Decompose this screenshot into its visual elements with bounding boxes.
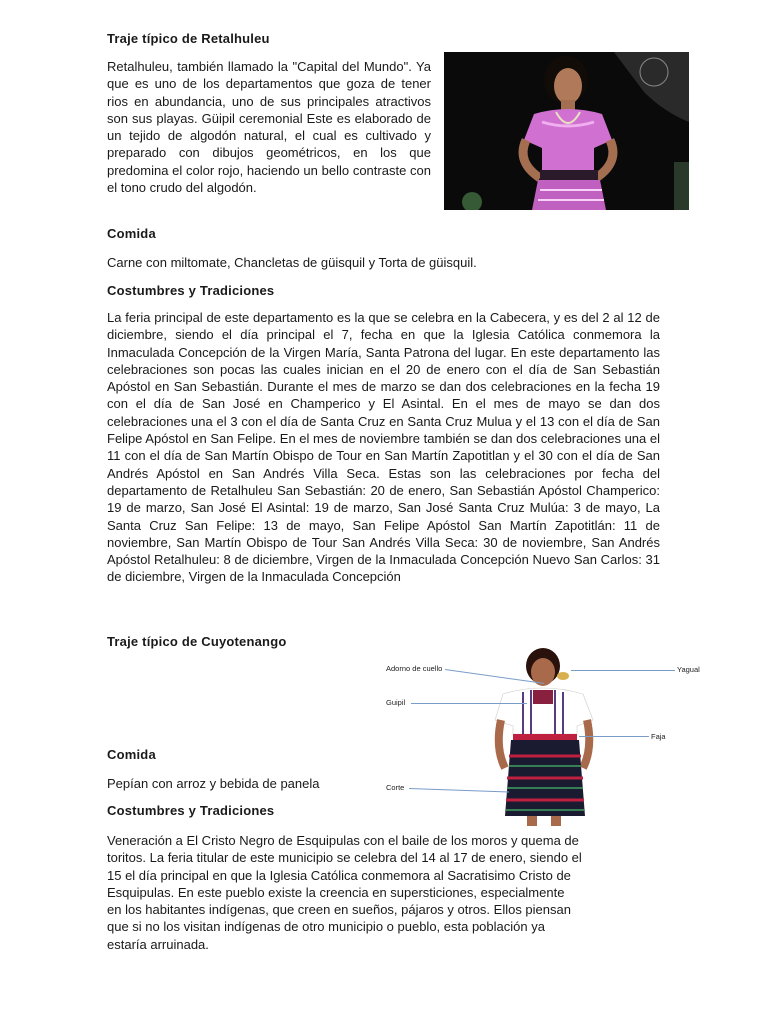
retalhuleu-food-text: Carne con miltomate, Chancletas de güisquil y Torta de güisquil. — [107, 255, 477, 270]
label-skirt: Corte — [386, 783, 405, 792]
label-sash: Faja — [651, 732, 666, 741]
section-title-cuyotenango: Traje típico de Cuyotenango — [107, 634, 287, 649]
label-yagual: Yagual — [677, 665, 700, 674]
cuyotenango-costume-diagram — [383, 644, 713, 829]
customs-line: Esquipulas. En este pueblo existe la creencia en supersticiones, especialmente — [107, 884, 565, 900]
customs-line: toritos. La feria titular de este municipio se celebra del 14 al 17 de enero, siendo el — [107, 850, 582, 866]
cuyotenango-customs-paragraph — [107, 832, 667, 953]
pointer-line-huipil — [411, 703, 527, 704]
cuyotenango-customs-heading: Costumbres y Tradiciones — [107, 803, 275, 818]
customs-line: estaría arruinada. — [107, 936, 209, 952]
cuyotenango-food-heading: Comida — [107, 747, 156, 762]
retalhuleu-customs-paragraph: La feria principal de este departamento es la que se celebra en la Cabecera, y es del 2 al 12 de diciembre, siendo el día principal el 7, fecha en que la Iglesia Católica conmemora la Inmaculada Concepción de la Virgen María, Santa Patrona del lugar. En este departamento las celebraciones son pocas las cuales inician en el 20 de enero con el día de San Sebastián Apóstol en San Sebastián. Durante el mes de marzo se dan dos celebraciones en la fecha 19 con el día de San José en Champerico y El Asintal. En el mes de mayo se dan dos celebraciones una el 3 con el día de Santa Cruz en Santa Cruz Mulua y el 13 con el día de San Felipe Apóstol en San Felipe. En el mes de noviembre también se dan dos celebraciones una el 11 con el día de San Martín Obispo de Tour en San Martín Zapotitlan y el 30 con el día de San Andrés Apóstol en San Andrés Villa Seca. Estas son las celebraciones por fecha del departamento de Retalhuleu San Sebastián: 20 de enero, San Sebastián Apóstol Champerico: 19 de marzo, San José El Asintal: 19 de marzo, San José Santa Cruz Mulúa: 3 de mayo, La Santa Cruz San Felipe: 13 de mayo, San Felipe Apóstol San Martín Zapotitlán: 11 de noviembre, San Martín Obispo de Tour San Andrés Villa Seca: 30 de noviembre, San Andrés Apóstol Retalhuleu: 8 de diciembre, Virgen de la Inmaculada Concepción Nuevo San Carlos: 31 de diciembre, Virgen de la Inmaculada Concepción — [107, 310, 660, 585]
retalhuleu-food-heading: Comida — [107, 226, 156, 241]
cuyotenango-food-text: Pepían con arroz y bebida de panela — [107, 776, 320, 791]
label-neck-ornament: Adorno de cuello — [386, 664, 443, 673]
customs-line: 15 el día principal en que la Iglesia Católica conmemora al Sacratisimo Cristo de — [107, 867, 571, 883]
label-huipil: Guipil — [386, 698, 406, 707]
pointer-line-sash — [579, 736, 649, 737]
customs-line: Veneración a El Cristo Negro de Esquipulas con el baile de los moros y quema de — [107, 833, 579, 848]
retalhuleu-intro-paragraph: Retalhuleu, también llamado la "Capital del Mundo". Ya que es uno de los departamentos que goza de tener rios en abundancia, uno de sus principales atractivos son sus playas. Güipil ceremonial Este es elaborado de un tejido de algodón natural, el cual es cultivado y preparado con dibujos geométricos, en los que predomina el color rojo, haciendo un bello contraste con el tono crudo del algodón. — [107, 59, 431, 196]
retalhuleu-customs-heading: Costumbres y Tradiciones — [107, 283, 275, 298]
customs-line: que si no los visitan indígenas de otro municipio o pueblo, esta población ya — [107, 919, 545, 935]
retalhuleu-costume-photo — [444, 52, 689, 210]
customs-line: en los habitantes indígenas, que creen en sueños, pájaros y otros. Ellos piensan — [107, 902, 571, 918]
pointer-line-yagual — [571, 670, 675, 671]
section-title-retalhuleu: Traje típico de Retalhuleu — [107, 31, 270, 46]
